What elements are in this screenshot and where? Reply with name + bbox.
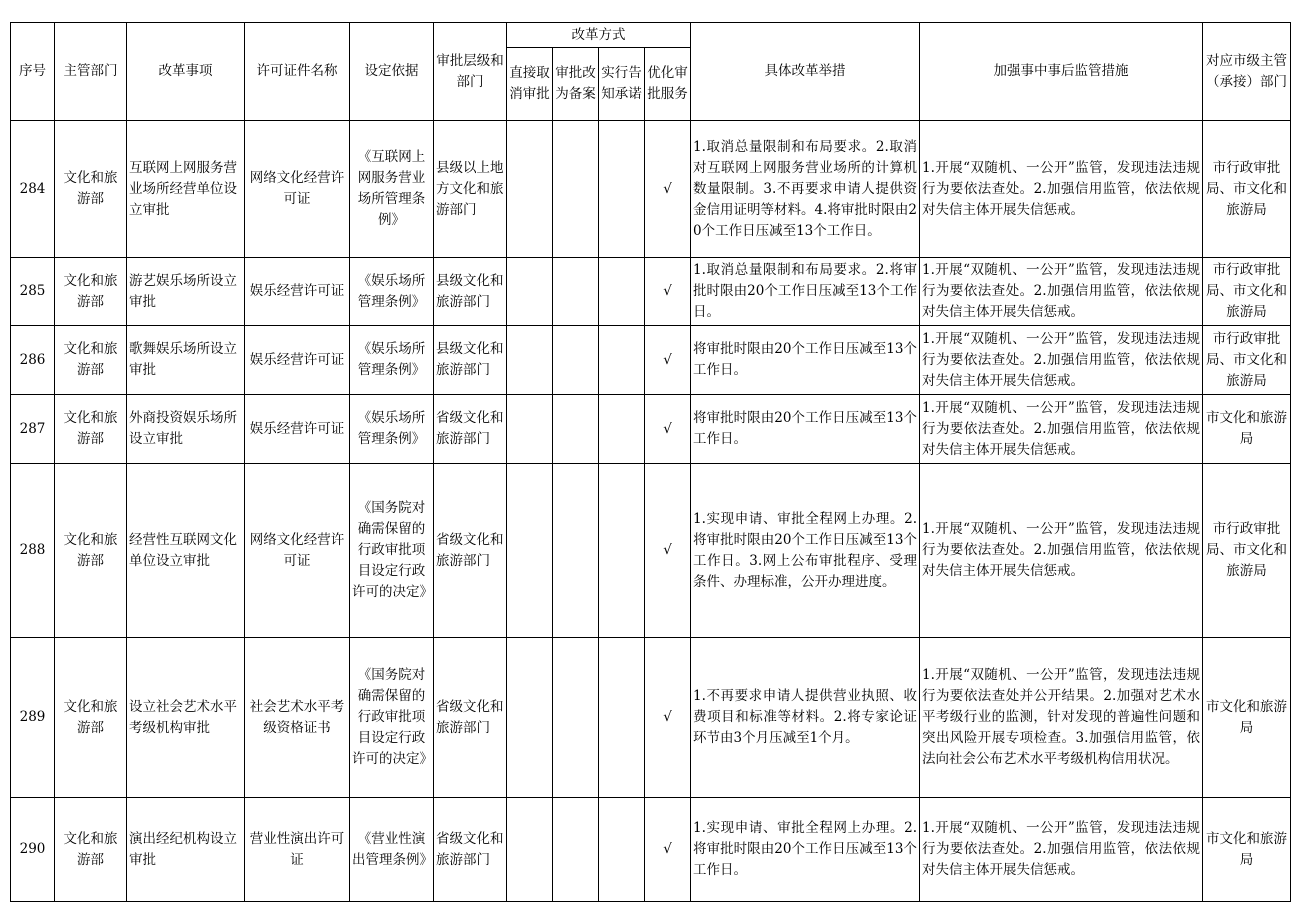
- row-method-cancel: [507, 121, 553, 258]
- row-supervision: 1.开展“双随机、一公开”监管，发现违法违规行为要依法查处。2.加强信用监管，依法依规对失信主体开展失信惩戒。: [920, 395, 1203, 464]
- row-item: 互联网上网服务营业场所经营单位设立审批: [127, 121, 245, 258]
- row-method-record: [553, 258, 599, 326]
- header-item: 改革事项: [127, 23, 245, 121]
- row-supervision: 1.开展“双随机、一公开”监管，发现违法违规行为要依法查处并公开结果。2.加强对艺术水平考级行业的监测，针对发现的普遍性问题和突出风险开展专项检查。3.加强信用监管，依法向社会公布艺术水平考级机构信用状况。: [920, 638, 1203, 798]
- row-seq: 284: [11, 121, 55, 258]
- row-city-dept: 市文化和旅游局: [1203, 798, 1291, 902]
- row-basis: 《娱乐场所管理条例》: [350, 395, 434, 464]
- row-method-cancel: [507, 258, 553, 326]
- row-city-dept: 市行政审批局、市文化和旅游局: [1203, 326, 1291, 395]
- header-license: 许可证件名称: [245, 23, 350, 121]
- row-level: 省级文化和旅游部门: [434, 638, 507, 798]
- row-method-optimize: √: [645, 464, 691, 638]
- row-dept: 文化和旅游部: [55, 464, 127, 638]
- row-license: 社会艺术水平考级资格证书: [245, 638, 350, 798]
- row-measures: 1.不再要求申请人提供营业执照、收费项目和标准等材料。2.将专家论证环节由3个月压减至1个月。: [691, 638, 920, 798]
- row-method-record: [553, 395, 599, 464]
- table-row: [11, 638, 1291, 798]
- row-license: 娱乐经营许可证: [245, 326, 350, 395]
- header-method-commit: 实行告知承诺: [599, 48, 645, 121]
- row-seq: 290: [11, 798, 55, 902]
- row-supervision: 1.开展“双随机、一公开”监管，发现违法违规行为要依法查处。2.加强信用监管，依法依规对失信主体开展失信惩戒。: [920, 798, 1203, 902]
- row-method-optimize: √: [645, 326, 691, 395]
- row-method-record: [553, 326, 599, 395]
- row-measures: 将审批时限由20个工作日压减至13个工作日。: [691, 395, 920, 464]
- row-city-dept: 市行政审批局、市文化和旅游局: [1203, 258, 1291, 326]
- row-basis: 《娱乐场所管理条例》: [350, 326, 434, 395]
- row-item: 歌舞娱乐场所设立审批: [127, 326, 245, 395]
- header-basis: 设定依据: [350, 23, 434, 121]
- header-measures: 具体改革举措: [691, 23, 920, 121]
- header-dept: 主管部门: [55, 23, 127, 121]
- table-row: [11, 121, 1291, 258]
- row-item: 演出经纪机构设立审批: [127, 798, 245, 902]
- row-method-record: [553, 798, 599, 902]
- header-level: 审批层级和部门: [434, 23, 507, 121]
- row-level: 县级以上地方文化和旅游部门: [434, 121, 507, 258]
- row-method-cancel: [507, 464, 553, 638]
- header-supervision: 加强事中事后监管措施: [920, 23, 1203, 121]
- row-method-commit: [599, 395, 645, 464]
- header-seq: 序号: [11, 23, 55, 121]
- row-level: 省级文化和旅游部门: [434, 464, 507, 638]
- row-level: 省级文化和旅游部门: [434, 798, 507, 902]
- row-dept: 文化和旅游部: [55, 395, 127, 464]
- row-item: 游艺娱乐场所设立审批: [127, 258, 245, 326]
- row-dept: 文化和旅游部: [55, 326, 127, 395]
- header-method-cancel: 直接取消审批: [507, 48, 553, 121]
- row-seq: 287: [11, 395, 55, 464]
- row-method-record: [553, 638, 599, 798]
- row-measures: 1.取消总量限制和布局要求。2.取消对互联网上网服务营业场所的计算机数量限制。3.不再要求申请人提供资金信用证明等材料。4.将审批时限由20个工作日压减至13个工作日。: [691, 121, 920, 258]
- row-level: 省级文化和旅游部门: [434, 395, 507, 464]
- table-row: [11, 464, 1291, 638]
- row-method-cancel: [507, 798, 553, 902]
- row-method-commit: [599, 326, 645, 395]
- row-level: 县级文化和旅游部门: [434, 326, 507, 395]
- row-seq: 286: [11, 326, 55, 395]
- row-method-commit: [599, 121, 645, 258]
- header-city-dept: 对应市级主管（承接）部门: [1203, 23, 1291, 121]
- row-supervision: 1.开展“双随机、一公开”监管，发现违法违规行为要依法查处。2.加强信用监管，依法依规对失信主体开展失信惩戒。: [920, 258, 1203, 326]
- row-basis: 《国务院对确需保留的行政审批项目设定行政许可的决定》: [350, 464, 434, 638]
- row-seq: 289: [11, 638, 55, 798]
- row-method-optimize: √: [645, 258, 691, 326]
- row-city-dept: 市文化和旅游局: [1203, 395, 1291, 464]
- row-method-cancel: [507, 638, 553, 798]
- row-measures: 1.实现申请、审批全程网上办理。2.将审批时限由20个工作日压减至13个工作日。3.网上公布审批程序、受理条件、办理标准，公开办理进度。: [691, 464, 920, 638]
- row-dept: 文化和旅游部: [55, 798, 127, 902]
- row-method-commit: [599, 258, 645, 326]
- row-license: 娱乐经营许可证: [245, 258, 350, 326]
- row-method-cancel: [507, 326, 553, 395]
- row-measures: 将审批时限由20个工作日压减至13个工作日。: [691, 326, 920, 395]
- row-dept: 文化和旅游部: [55, 638, 127, 798]
- row-method-optimize: √: [645, 395, 691, 464]
- table-row: [11, 798, 1291, 902]
- table-row: [11, 258, 1291, 326]
- row-city-dept: 市行政审批局、市文化和旅游局: [1203, 464, 1291, 638]
- row-basis: 《营业性演出管理条例》: [350, 798, 434, 902]
- header-method-record: 审批改为备案: [553, 48, 599, 121]
- row-method-record: [553, 121, 599, 258]
- row-dept: 文化和旅游部: [55, 258, 127, 326]
- row-method-cancel: [507, 395, 553, 464]
- row-basis: 《国务院对确需保留的行政审批项目设定行政许可的决定》: [350, 638, 434, 798]
- row-basis: 《互联网上网服务营业场所管理条例》: [350, 121, 434, 258]
- row-method-optimize: √: [645, 798, 691, 902]
- row-measures: 1.实现申请、审批全程网上办理。2.将审批时限由20个工作日压减至13个工作日。: [691, 798, 920, 902]
- row-seq: 288: [11, 464, 55, 638]
- row-dept: 文化和旅游部: [55, 121, 127, 258]
- row-method-record: [553, 464, 599, 638]
- row-item: 经营性互联网文化单位设立审批: [127, 464, 245, 638]
- table-row: [11, 395, 1291, 464]
- row-license: 娱乐经营许可证: [245, 395, 350, 464]
- row-method-optimize: √: [645, 638, 691, 798]
- row-license: 营业性演出许可证: [245, 798, 350, 902]
- row-license: 网络文化经营许可证: [245, 464, 350, 638]
- table-row: [11, 326, 1291, 395]
- row-item: 设立社会艺术水平考级机构审批: [127, 638, 245, 798]
- row-city-dept: 市行政审批局、市文化和旅游局: [1203, 121, 1291, 258]
- reform-table: [10, 22, 1291, 902]
- row-method-commit: [599, 798, 645, 902]
- row-supervision: 1.开展“双随机、一公开”监管，发现违法违规行为要依法查处。2.加强信用监管，依法依规对失信主体开展失信惩戒。: [920, 121, 1203, 258]
- row-basis: 《娱乐场所管理条例》: [350, 258, 434, 326]
- row-method-commit: [599, 464, 645, 638]
- row-seq: 285: [11, 258, 55, 326]
- row-city-dept: 市文化和旅游局: [1203, 638, 1291, 798]
- row-method-optimize: √: [645, 121, 691, 258]
- header-method-optimize: 优化审批服务: [645, 48, 691, 121]
- row-item: 外商投资娱乐场所设立审批: [127, 395, 245, 464]
- row-measures: 1.取消总量限制和布局要求。2.将审批时限由20个工作日压减至13个工作日。: [691, 258, 920, 326]
- row-supervision: 1.开展“双随机、一公开”监管，发现违法违规行为要依法查处。2.加强信用监管，依法依规对失信主体开展失信惩戒。: [920, 464, 1203, 638]
- row-method-commit: [599, 638, 645, 798]
- header-reform-group: 改革方式: [507, 23, 691, 48]
- row-license: 网络文化经营许可证: [245, 121, 350, 258]
- row-supervision: 1.开展“双随机、一公开”监管，发现违法违规行为要依法查处。2.加强信用监管，依法依规对失信主体开展失信惩戒。: [920, 326, 1203, 395]
- row-level: 县级文化和旅游部门: [434, 258, 507, 326]
